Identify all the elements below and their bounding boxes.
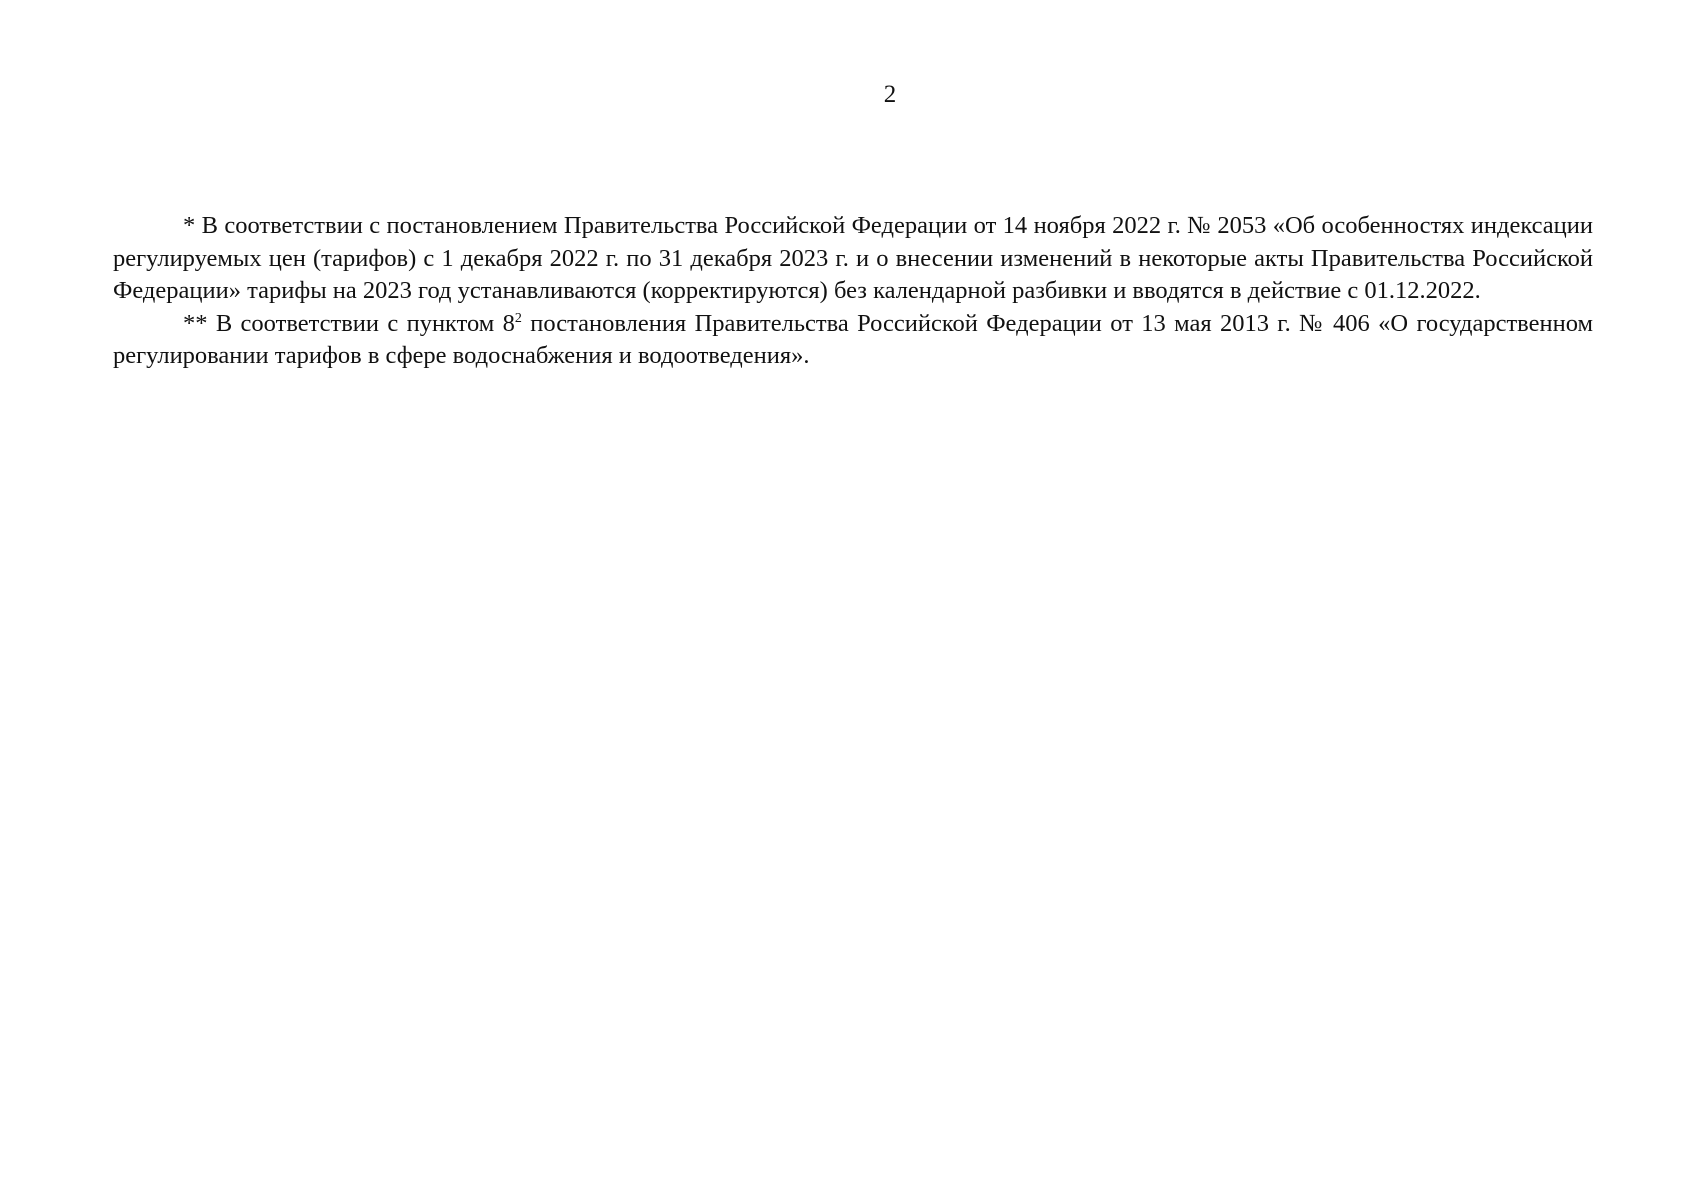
footnote-2-text-before: ** В соответствии с пунктом 8 xyxy=(183,309,515,337)
page-number: 2 xyxy=(883,81,897,108)
footnote-1: * В соответствии с постановлением Правительства Российской Федерации от 14 ноября 2022 г. № 2053 «Об особенностях индексации регулируемых цен (тарифов) с 1 декабря 2022 г. по 31 декабря 2023 г. и о внесении изменений в некоторые акты Правительства Российской Федерации» тарифы на 2023 год устанавливаются (корректируются) без календарной разбивки и вводятся в действие с 01.12.2022. xyxy=(113,212,1593,304)
footnotes-section xyxy=(113,210,1593,373)
footnote-2-superscript: 2 xyxy=(514,310,522,326)
footnote-2 xyxy=(113,308,1593,373)
footnote-2-text-after: постановления Правительства Российской Федерации от 13 мая 2013 г. № 406 «О государственном регулировании тарифов в сфере водоснабжения и водоотведения». xyxy=(113,309,1593,369)
